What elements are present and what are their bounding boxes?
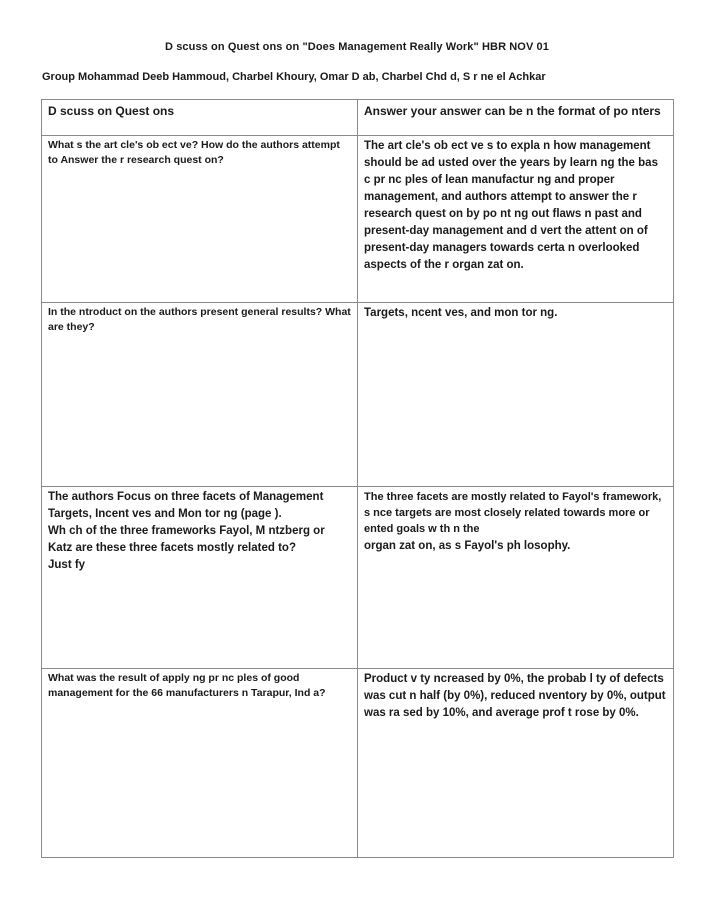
question-line: Just fy [48,559,86,571]
question-line: Wh ch of the three frameworks Fayol, M ntzberg or Katz are these three facets mostly related to? [48,525,325,554]
answer-cell: Product v ty ncreased by 0%, the probab l ty of defects was cut n half (by 0%), reduced nventory by 0%, output was ra sed by 10%, and average prof t rose by 0%. [358,669,674,858]
question-column-header: D scuss on Quest ons [42,100,358,136]
table-row [42,303,674,487]
question-cell: What was the result of apply ng pr nc ples of good management for the 66 manufacturers n Tarapur, Ind a? [42,669,358,858]
table-row [42,669,674,858]
answer-line: organ zat on, as s Fayol's ph losophy. [364,540,571,552]
document-title: D scuss on Quest ons on "Does Management Really Work" HBR NOV 01 [165,41,549,53]
table-header-row [42,100,674,136]
answer-cell: The art cle's ob ect ve s to expla n how management should be ad usted over the years by learn ng the bas c pr nc ples of lean manufactur ng and proper management, and authors attempt to answer the r research quest on by po nt ng out flaws n past and present-day management and d vert the attent on of present-day managers towards certa n overlooked aspects of the r organ zat on. [358,136,674,303]
question-line: The authors Focus on three facets of Management Targets, Incent ves and Mon tor ng (page ). [48,491,324,520]
answer-line: The three facets are mostly related to Fayol's framework, s nce targets are most closely related towards more or ented goals w th n the [364,491,662,535]
table-row [42,136,674,303]
question-cell: What s the art cle's ob ect ve? How do the authors attempt to Answer the r research quest on? [42,136,358,303]
answer-column-header: Answer your answer can be n the format of po nters [358,100,674,136]
table-row [42,487,674,669]
question-cell [42,487,358,669]
answer-cell: Targets, ncent ves, and mon tor ng. [358,303,674,487]
group-members-line: Group Mohammad Deeb Hammoud, Charbel Khoury, Omar D ab, Charbel Chd d, S r ne el Achkar [42,71,546,83]
question-cell: In the ntroduct on the authors present general results? What are they? [42,303,358,487]
questions-table [41,99,674,858]
answer-cell [358,487,674,669]
